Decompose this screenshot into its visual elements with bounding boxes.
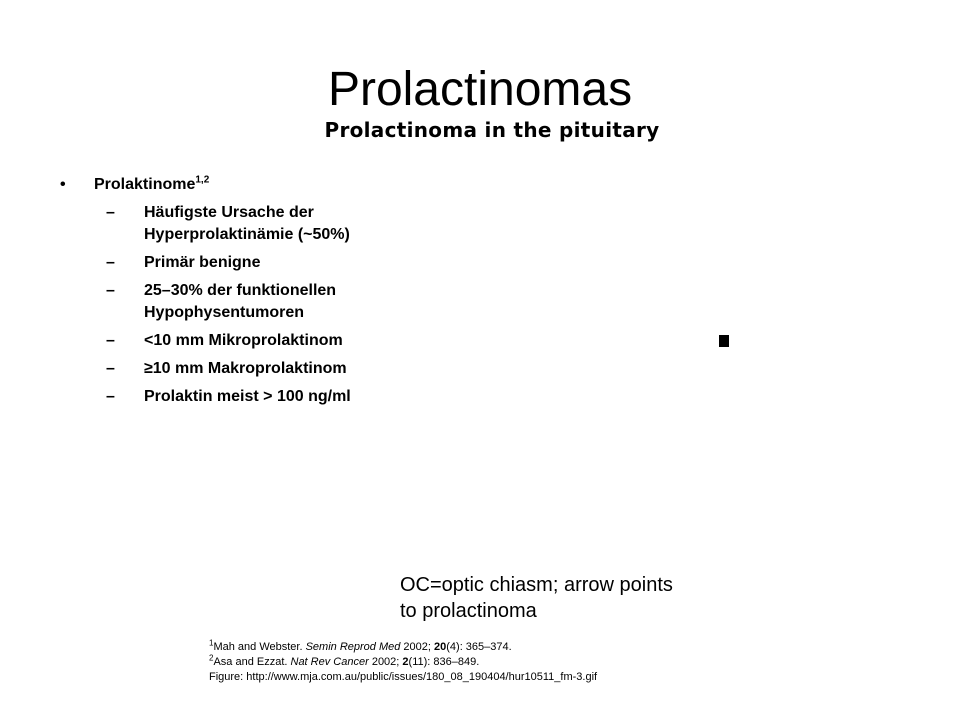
dash-icon: – [106, 254, 115, 271]
figure-source: Figure: http://www.mja.com.au/public/issues/180_08_190404/hur10511_fm-3.gif [209, 671, 598, 683]
subitem-line: <10 mm Mikroprolaktinom [144, 332, 343, 349]
square-marker-icon [719, 335, 729, 347]
figure-caption [400, 572, 760, 624]
slide-title: Prolactinomas [327, 63, 633, 116]
subitem-line: 25–30% der funktionellen [144, 282, 337, 299]
reference-journal: Semin Reprod Med [305, 641, 401, 653]
reference-journal: Nat Rev Cancer [290, 656, 369, 668]
subitem-line: Prolaktin meist > 100 ng/ml [144, 388, 351, 405]
reference-volume: 2 [402, 656, 409, 668]
reference-volume: 20 [434, 641, 447, 653]
subitem [60, 252, 420, 274]
bullet-superscript: 1,2 [195, 174, 210, 186]
subitem-line: Hyperprolaktinämie (~50%) [144, 226, 350, 243]
slide-subtitle: Prolactinoma in the pituitary [324, 118, 660, 142]
reference-year: 2002; [400, 641, 434, 653]
reference-1 [209, 640, 769, 655]
subitem-line: Primär benigne [144, 254, 261, 271]
bullet-item-prolaktinome [60, 174, 420, 196]
reference-number: 2 [209, 653, 214, 663]
reference-number: 1 [209, 638, 214, 648]
dash-icon: – [106, 204, 115, 221]
reference-pages: (11): 836–849. [408, 656, 480, 668]
subitem [60, 358, 420, 380]
subitem-line: Hypophysentumoren [144, 304, 305, 321]
subitem-line: Häufigste Ursache der [144, 204, 314, 221]
subitem [60, 202, 420, 246]
reference-authors: Asa and Ezzat. [213, 656, 291, 668]
caption-line: OC=optic chiasm; arrow points [400, 574, 673, 596]
dash-icon: – [106, 332, 115, 349]
dash-icon: – [106, 282, 115, 299]
bullet-label: Prolaktinome [94, 176, 196, 193]
subitem [60, 330, 420, 352]
dash-icon: – [106, 388, 115, 405]
dash-icon: – [106, 360, 115, 377]
reference-pages: (4): 365–374. [446, 641, 512, 653]
caption-line: to prolactinoma [400, 600, 537, 622]
bullet-list [60, 174, 420, 414]
subitem-line: ≥10 mm Makroprolaktinom [144, 360, 347, 377]
reference-authors: Mah and Webster. [213, 641, 306, 653]
references [209, 640, 769, 685]
bullet-icon: • [60, 176, 66, 193]
reference-year: 2002; [368, 656, 403, 668]
subitem [60, 386, 420, 408]
subitem [60, 280, 420, 324]
reference-2 [209, 655, 769, 670]
